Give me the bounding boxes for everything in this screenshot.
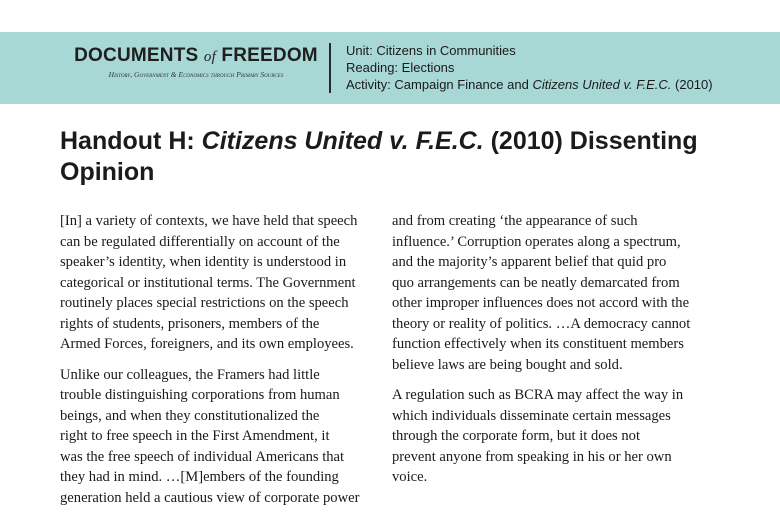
text-line: through the corporate form, but it does not [392,428,641,444]
brand-subtitle: History, Government & Economics through Primary Sources [108,70,284,79]
right-paragraph-2 [392,385,717,488]
brand-title-of: of [203,49,216,65]
text-line: [In] a variety of contexts, we have held that speech [60,213,358,229]
unit-info [346,42,713,93]
unit-label: Unit: Citizens in Communities [346,43,516,58]
text-line: which individuals disseminate certain messages [392,407,671,424]
text-line: A regulation such as BCRA may affect the way in [392,387,684,403]
activity-label [346,76,713,93]
text-line: influence.’ Corruption operates along a spectrum, [392,233,681,250]
right-column [392,211,717,498]
text-line: Armed Forces, foreigners, and its own employees. [60,336,354,352]
text-line: theory or reality of politics. …A democracy cannot [392,315,691,332]
text-line: categorical or institutional terms. The Government [60,274,356,291]
brand-title [74,45,318,68]
text-line: rights of students, prisoners, members of the [60,315,320,332]
text-line: voice. [392,469,428,485]
brand-title-part2: FREEDOM [215,45,318,66]
header-divider [329,43,331,93]
left-paragraph-1 [60,211,382,355]
text-line: other improper influences does not accord with the [392,295,690,311]
text-line: trouble distinguishing corporations from human [60,387,340,403]
text-line: prevent anyone from speaking in his or her own [392,448,672,465]
reading-label: Reading: Elections [346,60,455,75]
brand-title-part1: DOCUMENTS [74,45,204,66]
activity-prefix: Activity: Campaign Finance and [346,77,533,92]
text-line: and the majority’s apparent belief that quid pro [392,254,667,270]
text-line: believe laws are being bought and sold. [392,356,623,373]
text-line: generation held a cautious view of corporate power [60,489,360,506]
title-suffix: (2010) Dissenting [483,127,698,155]
text-line: quo arrangements can be neatly demarcated from [392,274,680,291]
activity-suffix: (2010) [671,77,713,92]
title-prefix: Handout H: [60,127,202,155]
brand-logo [74,45,318,79]
title-case: Citizens United v. F.E.C. [201,127,484,155]
left-column [60,211,382,518]
text-line: beings, and when they constitutionalized the [60,407,320,424]
text-line: was the free speech of individual Americans that [60,448,345,465]
text-line: can be regulated differentially on account of the [60,233,340,250]
right-paragraph-1 [392,211,717,375]
title-line2: Opinion [60,158,155,186]
text-line: Unlike our colleagues, the Framers had little [60,366,320,383]
text-line: function effectively when its constituent members [392,336,684,352]
text-line: they had in mind. …[M]embers of the founding [60,469,339,485]
text-line: and from creating ‘the appearance of such [392,213,638,229]
handout-title [60,126,700,188]
text-line: speaker’s identity, when identity is understood in [60,254,347,270]
header-band [0,32,780,104]
text-line: right to free speech in the First Amendment, it [60,428,330,444]
left-paragraph-2 [60,365,382,509]
activity-case: Citizens United v. F.E.C. [532,77,672,92]
text-line: routinely places special restrictions on the speech [60,295,349,311]
